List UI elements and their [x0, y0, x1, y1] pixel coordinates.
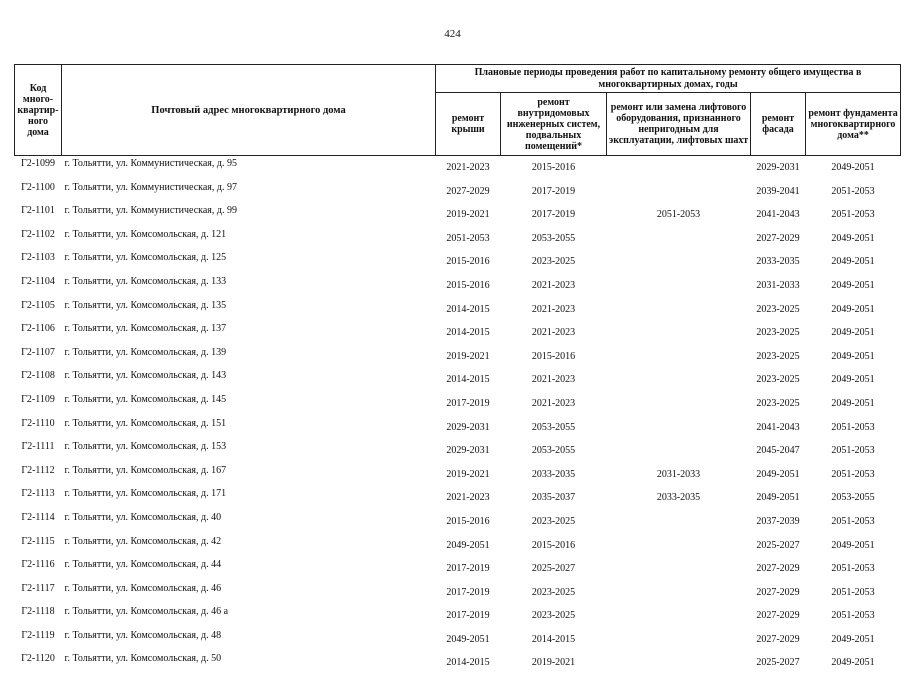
systems-period-cell: 2023-2025	[501, 510, 607, 534]
systems-period-cell: 2015-2016	[501, 345, 607, 369]
foundation-period-cell: 2049-2051	[806, 651, 901, 675]
foundation-period-cell: 2051-2053	[806, 439, 901, 463]
facade-period-cell: 2023-2025	[751, 368, 806, 392]
foundation-period-cell: 2049-2051	[806, 156, 901, 180]
house-code-cell: Г2-1108	[15, 368, 62, 392]
systems-period-cell: 2021-2023	[501, 298, 607, 322]
systems-period-cell: 2015-2016	[501, 156, 607, 180]
facade-period-cell: 2049-2051	[751, 463, 806, 487]
elevator-period-cell	[607, 321, 751, 345]
house-code-cell: Г2-1119	[15, 628, 62, 652]
address-cell: г. Тольятти, ул. Комсомольская, д. 139	[62, 345, 436, 369]
house-code-cell: Г2-1113	[15, 486, 62, 510]
foundation-period-cell: 2049-2051	[806, 392, 901, 416]
address-cell: г. Тольятти, ул. Комсомольская, д. 40	[62, 510, 436, 534]
elevator-period-cell	[607, 345, 751, 369]
facade-period-cell: 2033-2035	[751, 250, 806, 274]
table-row	[15, 274, 901, 298]
table-row	[15, 416, 901, 440]
address-cell: г. Тольятти, ул. Комсомольская, д. 50	[62, 651, 436, 675]
house-code-cell: Г2-1112	[15, 463, 62, 487]
foundation-period-cell: 2051-2053	[806, 510, 901, 534]
address-cell: г. Тольятти, ул. Комсомольская, д. 151	[62, 416, 436, 440]
roof-period-cell: 2014-2015	[436, 368, 501, 392]
roof-period-cell: 2019-2021	[436, 345, 501, 369]
page-number: 424	[0, 28, 905, 40]
table-row	[15, 368, 901, 392]
facade-period-cell: 2023-2025	[751, 298, 806, 322]
roof-period-cell: 2049-2051	[436, 534, 501, 558]
header-roof: ремонт крыши	[436, 93, 501, 156]
roof-period-cell: 2021-2023	[436, 156, 501, 180]
roof-period-cell: 2015-2016	[436, 250, 501, 274]
elevator-period-cell	[607, 368, 751, 392]
table-row	[15, 392, 901, 416]
foundation-period-cell: 2049-2051	[806, 321, 901, 345]
header-foundation: ремонт фундамента многоквартирного дома**	[806, 93, 901, 156]
facade-period-cell: 2045-2047	[751, 439, 806, 463]
foundation-period-cell: 2049-2051	[806, 250, 901, 274]
elevator-period-cell: 2033-2035	[607, 486, 751, 510]
elevator-period-cell	[607, 604, 751, 628]
table-row	[15, 534, 901, 558]
house-code-cell: Г2-1101	[15, 203, 62, 227]
header-elevator: ремонт или замена лифтового оборудования, признанного непригодным для эксплуатации, лифтовых шахт	[607, 93, 751, 156]
foundation-period-cell: 2049-2051	[806, 628, 901, 652]
facade-period-cell: 2037-2039	[751, 510, 806, 534]
facade-period-cell: 2049-2051	[751, 486, 806, 510]
foundation-period-cell: 2049-2051	[806, 298, 901, 322]
systems-period-cell: 2014-2015	[501, 628, 607, 652]
house-code-cell: Г2-1114	[15, 510, 62, 534]
roof-period-cell: 2051-2053	[436, 227, 501, 251]
roof-period-cell: 2017-2019	[436, 392, 501, 416]
table-row	[15, 203, 901, 227]
facade-period-cell: 2027-2029	[751, 581, 806, 605]
systems-period-cell: 2023-2025	[501, 604, 607, 628]
house-code-cell: Г2-1105	[15, 298, 62, 322]
foundation-period-cell: 2051-2053	[806, 416, 901, 440]
facade-period-cell: 2023-2025	[751, 345, 806, 369]
roof-period-cell: 2027-2029	[436, 180, 501, 204]
foundation-period-cell: 2049-2051	[806, 274, 901, 298]
address-cell: г. Тольятти, ул. Комсомольская, д. 145	[62, 392, 436, 416]
roof-period-cell: 2014-2015	[436, 651, 501, 675]
house-code-cell: Г2-1115	[15, 534, 62, 558]
elevator-period-cell	[607, 274, 751, 298]
roof-period-cell: 2049-2051	[436, 628, 501, 652]
address-cell: г. Тольятти, ул. Комсомольская, д. 171	[62, 486, 436, 510]
table-header	[15, 65, 901, 156]
elevator-period-cell	[607, 557, 751, 581]
foundation-period-cell: 2051-2053	[806, 180, 901, 204]
systems-period-cell: 2023-2025	[501, 250, 607, 274]
house-code-cell: Г2-1109	[15, 392, 62, 416]
header-address: Почтовый адрес многоквартирного дома	[62, 65, 436, 156]
house-code-cell: Г2-1102	[15, 227, 62, 251]
address-cell: г. Тольятти, ул. Комсомольская, д. 143	[62, 368, 436, 392]
systems-period-cell: 2015-2016	[501, 534, 607, 558]
facade-period-cell: 2027-2029	[751, 604, 806, 628]
table-row	[15, 227, 901, 251]
facade-period-cell: 2029-2031	[751, 156, 806, 180]
roof-period-cell: 2019-2021	[436, 463, 501, 487]
foundation-period-cell: 2049-2051	[806, 534, 901, 558]
address-cell: г. Тольятти, ул. Комсомольская, д. 46	[62, 581, 436, 605]
address-cell: г. Тольятти, ул. Комсомольская, д. 125	[62, 250, 436, 274]
systems-period-cell: 2033-2035	[501, 463, 607, 487]
house-code-cell: Г2-1100	[15, 180, 62, 204]
table-row	[15, 439, 901, 463]
table-row	[15, 581, 901, 605]
roof-period-cell: 2015-2016	[436, 510, 501, 534]
roof-period-cell: 2014-2015	[436, 298, 501, 322]
facade-period-cell: 2025-2027	[751, 534, 806, 558]
systems-period-cell: 2021-2023	[501, 321, 607, 345]
systems-period-cell: 2053-2055	[501, 416, 607, 440]
elevator-period-cell: 2051-2053	[607, 203, 751, 227]
house-code-cell: Г2-1104	[15, 274, 62, 298]
roof-period-cell: 2017-2019	[436, 581, 501, 605]
house-code-cell: Г2-1110	[15, 416, 62, 440]
systems-period-cell: 2021-2023	[501, 274, 607, 298]
facade-period-cell: 2039-2041	[751, 180, 806, 204]
address-cell: г. Тольятти, ул. Коммунистическая, д. 99	[62, 203, 436, 227]
address-cell: г. Тольятти, ул. Комсомольская, д. 167	[62, 463, 436, 487]
foundation-period-cell: 2051-2053	[806, 557, 901, 581]
facade-period-cell: 2041-2043	[751, 416, 806, 440]
systems-period-cell: 2035-2037	[501, 486, 607, 510]
facade-period-cell: 2023-2025	[751, 321, 806, 345]
address-cell: г. Тольятти, ул. Комсомольская, д. 133	[62, 274, 436, 298]
facade-period-cell: 2023-2025	[751, 392, 806, 416]
elevator-period-cell	[607, 180, 751, 204]
address-cell: г. Тольятти, ул. Комсомольская, д. 46 а	[62, 604, 436, 628]
roof-period-cell: 2017-2019	[436, 557, 501, 581]
table-row	[15, 180, 901, 204]
elevator-period-cell	[607, 534, 751, 558]
address-cell: г. Тольятти, ул. Комсомольская, д. 42	[62, 534, 436, 558]
roof-period-cell: 2015-2016	[436, 274, 501, 298]
elevator-period-cell	[607, 250, 751, 274]
roof-period-cell: 2017-2019	[436, 604, 501, 628]
elevator-period-cell	[607, 392, 751, 416]
systems-period-cell: 2053-2055	[501, 439, 607, 463]
roof-period-cell: 2029-2031	[436, 416, 501, 440]
address-cell: г. Тольятти, ул. Комсомольская, д. 121	[62, 227, 436, 251]
foundation-period-cell: 2053-2055	[806, 486, 901, 510]
house-code-cell: Г2-1103	[15, 250, 62, 274]
header-code: Код много-квартир-ного дома	[15, 65, 62, 156]
foundation-period-cell: 2051-2053	[806, 463, 901, 487]
foundation-period-cell: 2051-2053	[806, 604, 901, 628]
facade-period-cell: 2027-2029	[751, 557, 806, 581]
elevator-period-cell	[607, 581, 751, 605]
elevator-period-cell	[607, 439, 751, 463]
table-row	[15, 486, 901, 510]
header-systems: ремонт внутридомовых инженерных систем, подвальных помещений*	[501, 93, 607, 156]
table-body	[15, 156, 901, 675]
facade-period-cell: 2041-2043	[751, 203, 806, 227]
address-cell: г. Тольятти, ул. Комсомольская, д. 135	[62, 298, 436, 322]
facade-period-cell: 2031-2033	[751, 274, 806, 298]
elevator-period-cell	[607, 416, 751, 440]
table-row	[15, 651, 901, 675]
table-row	[15, 345, 901, 369]
foundation-period-cell: 2051-2053	[806, 203, 901, 227]
address-cell: г. Тольятти, ул. Комсомольская, д. 44	[62, 557, 436, 581]
elevator-period-cell	[607, 156, 751, 180]
address-cell: г. Тольятти, ул. Комсомольская, д. 137	[62, 321, 436, 345]
address-cell: г. Тольятти, ул. Коммунистическая, д. 95	[62, 156, 436, 180]
systems-period-cell: 2053-2055	[501, 227, 607, 251]
foundation-period-cell: 2051-2053	[806, 581, 901, 605]
foundation-period-cell: 2049-2051	[806, 368, 901, 392]
house-code-cell: Г2-1117	[15, 581, 62, 605]
systems-period-cell: 2025-2027	[501, 557, 607, 581]
facade-period-cell: 2027-2029	[751, 628, 806, 652]
address-cell: г. Тольятти, ул. Коммунистическая, д. 97	[62, 180, 436, 204]
table-row	[15, 156, 901, 180]
table-row	[15, 463, 901, 487]
house-code-cell: Г2-1120	[15, 651, 62, 675]
systems-period-cell: 2017-2019	[501, 180, 607, 204]
roof-period-cell: 2019-2021	[436, 203, 501, 227]
table-row	[15, 604, 901, 628]
systems-period-cell: 2023-2025	[501, 581, 607, 605]
table-row	[15, 321, 901, 345]
elevator-period-cell	[607, 298, 751, 322]
house-code-cell: Г2-1099	[15, 156, 62, 180]
header-periods-group: Плановые периоды проведения работ по капитальному ремонту общего имущества в многоквартирных домах, годы	[436, 65, 901, 93]
elevator-period-cell: 2031-2033	[607, 463, 751, 487]
house-code-cell: Г2-1111	[15, 439, 62, 463]
table-row	[15, 510, 901, 534]
house-code-cell: Г2-1106	[15, 321, 62, 345]
systems-period-cell: 2017-2019	[501, 203, 607, 227]
roof-period-cell: 2014-2015	[436, 321, 501, 345]
elevator-period-cell	[607, 227, 751, 251]
systems-period-cell: 2021-2023	[501, 392, 607, 416]
foundation-period-cell: 2049-2051	[806, 345, 901, 369]
systems-period-cell: 2019-2021	[501, 651, 607, 675]
table-row	[15, 250, 901, 274]
elevator-period-cell	[607, 651, 751, 675]
header-facade: ремонт фасада	[751, 93, 806, 156]
repair-schedule-table	[14, 64, 901, 675]
roof-period-cell: 2021-2023	[436, 486, 501, 510]
elevator-period-cell	[607, 510, 751, 534]
house-code-cell: Г2-1118	[15, 604, 62, 628]
house-code-cell: Г2-1107	[15, 345, 62, 369]
address-cell: г. Тольятти, ул. Комсомольская, д. 48	[62, 628, 436, 652]
roof-period-cell: 2029-2031	[436, 439, 501, 463]
facade-period-cell: 2027-2029	[751, 227, 806, 251]
address-cell: г. Тольятти, ул. Комсомольская, д. 153	[62, 439, 436, 463]
facade-period-cell: 2025-2027	[751, 651, 806, 675]
systems-period-cell: 2021-2023	[501, 368, 607, 392]
table-row	[15, 557, 901, 581]
house-code-cell: Г2-1116	[15, 557, 62, 581]
foundation-period-cell: 2049-2051	[806, 227, 901, 251]
table-row	[15, 298, 901, 322]
